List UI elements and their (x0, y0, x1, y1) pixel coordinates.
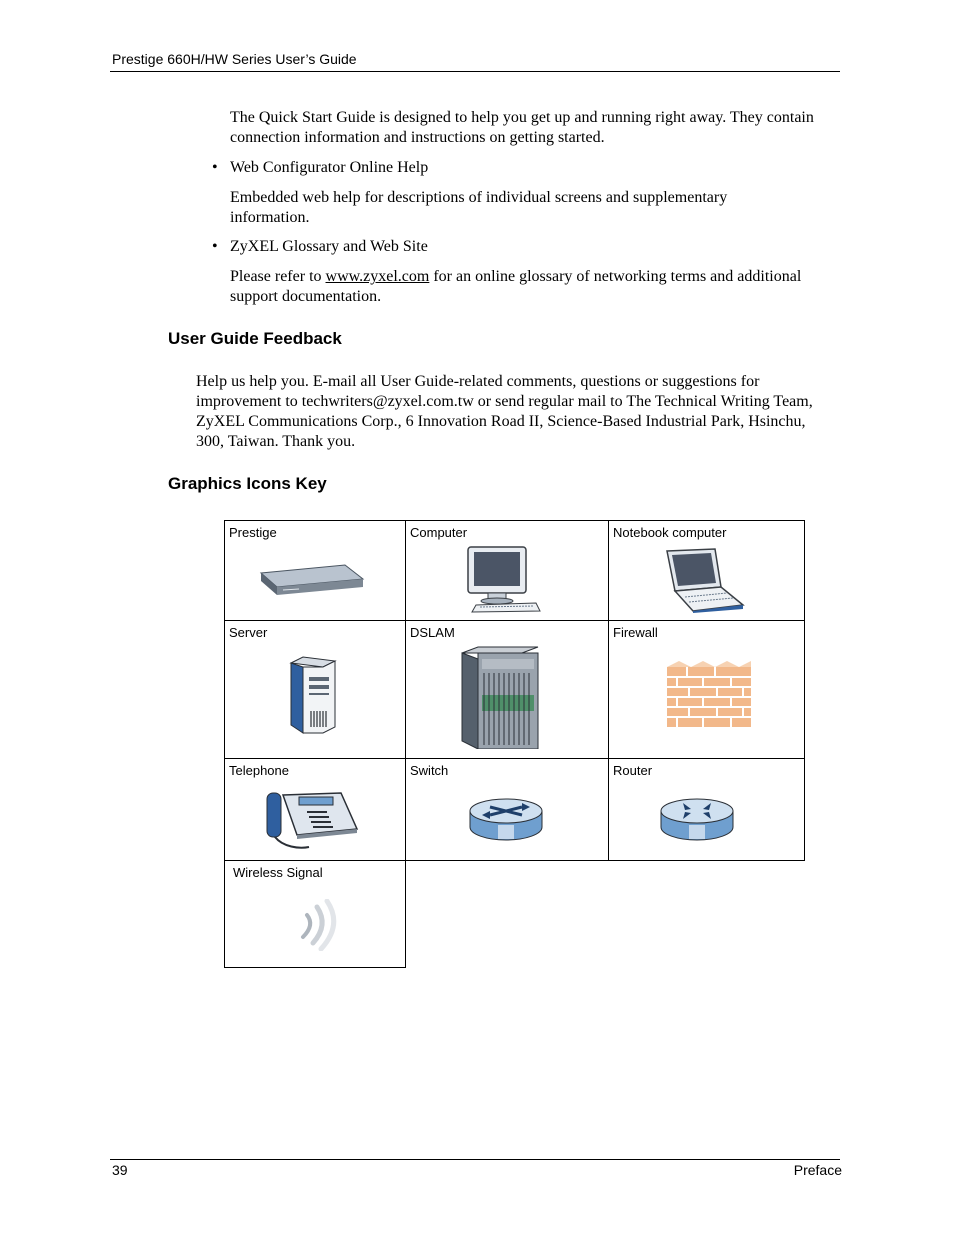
icon-cell-firewall (609, 621, 805, 759)
router-icon (659, 797, 735, 843)
icon-label: DSLAM (410, 625, 455, 640)
computer-icon (462, 545, 542, 613)
prestige-device-icon (259, 563, 365, 597)
wireless-signal-icon (293, 899, 339, 951)
icon-label: Wireless Signal (233, 865, 323, 880)
empty-cell (609, 861, 805, 968)
bullet-glossary-web-site: ZyXEL Glossary and Web Site (230, 238, 428, 255)
graphics-icons-table (224, 520, 805, 968)
icon-label: Firewall (613, 625, 658, 640)
quick-start-paragraph: The Quick Start Guide is designed to help you get up and running right away. They contain connection information and instructions on getting started. (230, 109, 814, 146)
icon-cell-switch (406, 759, 609, 861)
icon-cell-prestige (225, 521, 406, 621)
icon-cell-dslam (406, 621, 609, 759)
icon-cell-notebook (609, 521, 805, 621)
bullet-web-configurator-help: Web Configurator Online Help (230, 159, 429, 176)
icon-cell-server (225, 621, 406, 759)
header-rule (110, 71, 840, 72)
icon-label: Telephone (229, 763, 289, 778)
switch-icon (468, 797, 544, 843)
footer-rule (110, 1159, 840, 1160)
icon-label: Prestige (229, 525, 277, 540)
running-header-title: Prestige 660H/HW Series User’s Guide (112, 51, 357, 67)
footer-section: Preface (793, 1162, 842, 1178)
feedback-heading: User Guide Feedback (168, 329, 342, 348)
zyxel-website-link[interactable]: www.zyxel.com (325, 268, 430, 285)
bullet-glyph: • (212, 238, 218, 255)
icon-label: Server (229, 625, 268, 640)
icon-cell-router (609, 759, 805, 861)
glossary-text-before: Please refer to (230, 268, 326, 285)
icon-label: Router (613, 763, 653, 778)
glossary-description (230, 267, 842, 307)
graphics-icons-heading: Graphics Icons Key (168, 474, 327, 493)
icon-cell-wireless (225, 861, 406, 968)
empty-cell (406, 861, 609, 968)
icon-label: Notebook computer (613, 525, 727, 540)
telephone-icon (263, 789, 359, 851)
icon-label: Switch (410, 763, 449, 778)
icon-cell-computer (406, 521, 609, 621)
dslam-icon (460, 645, 542, 749)
server-icon (289, 655, 339, 735)
notebook-icon (663, 547, 747, 613)
web-help-description: Embedded web help for descriptions of individual screens and supplementary information. (230, 189, 728, 226)
firewall-icon (665, 661, 753, 729)
bullet-glyph: • (212, 159, 218, 176)
feedback-paragraph: Help us help you. E-mail all User Guide-related comments, questions or suggestions for improvement to techwriters@zyxel.com.tw or send regular mail to The Technical Writing Team, ZyXEL Communications Corp., 6 Innovation Road II, Science-Based Industrial Park, Hsinchu, 300, Taiwan. Thank you. (196, 373, 813, 450)
icon-label: Computer (410, 525, 468, 540)
glossary-text-after: for an online glossary of networking terms and additional support documentation. (230, 268, 802, 305)
icon-cell-telephone (225, 759, 406, 861)
page-number: 39 (112, 1162, 128, 1178)
